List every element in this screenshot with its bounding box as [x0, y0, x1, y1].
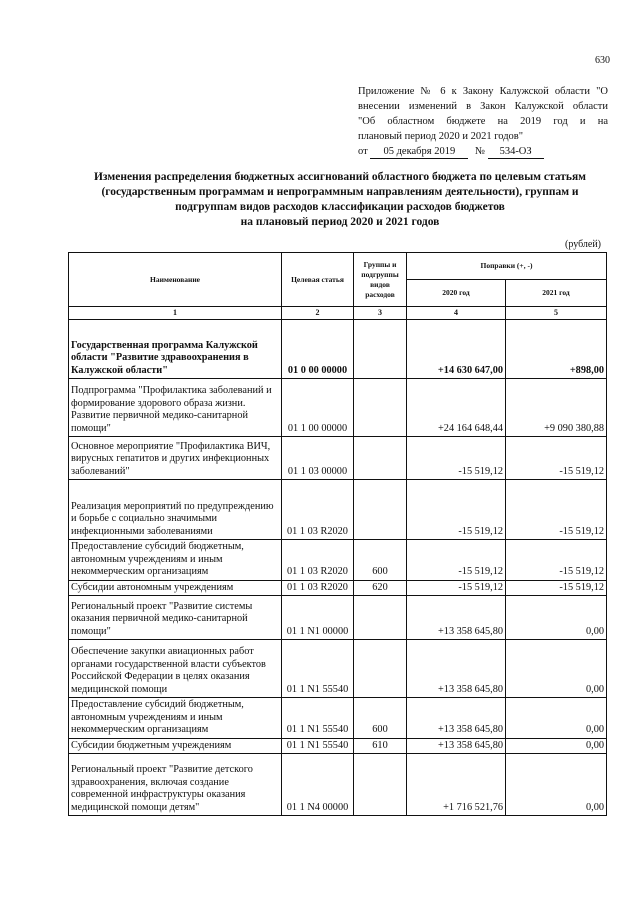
row-name: Реализация мероприятий по предупреждению и борьбе с социально значимыми инфекционными заболеваниями — [69, 480, 282, 540]
row-amount-2021: -15 519,12 — [506, 540, 607, 581]
table-row — [69, 754, 607, 816]
header-code: Целевая статья — [282, 253, 354, 307]
appendix-line: внесении изменений в Закон Калужской области — [358, 101, 608, 112]
column-number: 5 — [506, 307, 607, 320]
row-amount-2020: +13 358 645,80 — [407, 596, 506, 640]
row-amount-2020: -15 519,12 — [407, 480, 506, 540]
row-amount-2020: -15 519,12 — [407, 437, 506, 480]
table-body — [69, 320, 607, 816]
row-amount-2020: +24 164 648,44 — [407, 379, 506, 437]
row-name: Государственная программа Калужской области "Развитие здравоохранения в Калужской области" — [69, 320, 282, 379]
table-row — [69, 540, 607, 581]
column-number: 2 — [282, 307, 354, 320]
row-amount-2020: +13 358 645,80 — [407, 698, 506, 739]
table-row — [69, 698, 607, 739]
appendix-line: Приложение № 6 к Закону Калужской области "О — [358, 86, 608, 97]
column-number: 1 — [69, 307, 282, 320]
row-amount-2020: +14 630 647,00 — [407, 320, 506, 379]
title-line: Изменения распределения бюджетных ассигнований областного бюджета по целевым статьям — [93, 171, 587, 183]
row-amount-2020: -15 519,12 — [407, 580, 506, 596]
law-date: 05 декабря 2019 — [370, 145, 468, 159]
law-number: 534-ОЗ — [488, 145, 544, 159]
row-target-article: 01 1 03 00000 — [282, 437, 354, 480]
row-target-article: 01 1 03 R2020 — [282, 580, 354, 596]
header-name: Наименование — [69, 253, 282, 307]
row-amount-2020: +13 358 645,80 — [407, 640, 506, 698]
title-line: подгруппам видов расходов классификации расходов бюджетов — [175, 201, 505, 213]
column-number: 3 — [354, 307, 407, 320]
row-target-article: 01 0 00 00000 — [282, 320, 354, 379]
row-amount-2021: -15 519,12 — [506, 437, 607, 480]
row-expense-group: 600 — [354, 540, 407, 581]
appendix-line: плановый период 2020 и 2021 годов" — [358, 131, 524, 142]
row-expense-group: 610 — [354, 738, 407, 754]
row-amount-2020: +13 358 645,80 — [407, 738, 506, 754]
row-expense-group — [354, 379, 407, 437]
row-expense-group — [354, 320, 407, 379]
row-name: Субсидии бюджетным учреждениям — [69, 738, 282, 754]
appendix-line: "Об областном бюджете на 2019 год и на — [358, 116, 608, 127]
title-line: (государственным программам и непрограммным направлениям деятельности), группам и — [101, 186, 579, 198]
appendix-note — [358, 84, 608, 159]
header-amendments: Поправки (+, -) — [407, 253, 607, 280]
number-prefix: № — [474, 146, 485, 157]
units-label: (рублей) — [565, 239, 602, 250]
row-target-article: 01 1 03 R2020 — [282, 540, 354, 581]
row-name: Предоставление субсидий бюджетным, автономным учреждениям и иным некоммерческим организациям — [69, 540, 282, 581]
row-expense-group: 600 — [354, 698, 407, 739]
row-amount-2021: -15 519,12 — [506, 580, 607, 596]
row-expense-group — [354, 640, 407, 698]
row-name: Основное мероприятие "Профилактика ВИЧ, вирусных гепатитов и других инфекционных заболеваний" — [69, 437, 282, 480]
column-number: 4 — [407, 307, 506, 320]
row-amount-2020: +1 716 521,76 — [407, 754, 506, 816]
header-group: Группы и подгруппы видов расходов — [354, 253, 407, 307]
row-amount-2021: 0,00 — [506, 596, 607, 640]
row-target-article: 01 1 00 00000 — [282, 379, 354, 437]
table-row — [69, 480, 607, 540]
row-expense-group — [354, 437, 407, 480]
row-expense-group — [354, 596, 407, 640]
law-date-number — [358, 144, 608, 159]
row-target-article: 01 1 N1 55540 — [282, 640, 354, 698]
row-name: Региональный проект "Развитие системы оказания первичной медико-санитарной помощи" — [69, 596, 282, 640]
table-row — [69, 640, 607, 698]
row-expense-group — [354, 480, 407, 540]
row-name: Субсидии автономным учреждениям — [69, 580, 282, 596]
row-name: Региональный проект "Развитие детского здравоохранения, включая создание современной инфраструктуры оказания медицинской помощи детям" — [69, 754, 282, 816]
row-amount-2021: 0,00 — [506, 698, 607, 739]
table-row — [69, 320, 607, 379]
row-amount-2021: 0,00 — [506, 738, 607, 754]
table-row — [69, 437, 607, 480]
row-amount-2021: 0,00 — [506, 640, 607, 698]
document-title — [70, 170, 610, 230]
table-row — [69, 379, 607, 437]
header-2021: 2021 год — [506, 280, 607, 307]
row-target-article: 01 1 N1 55540 — [282, 698, 354, 739]
header-row — [69, 253, 607, 280]
row-expense-group — [354, 754, 407, 816]
row-target-article: 01 1 N4 00000 — [282, 754, 354, 816]
row-amount-2020: -15 519,12 — [407, 540, 506, 581]
date-prefix: от — [358, 146, 368, 157]
row-target-article: 01 1 03 R2020 — [282, 480, 354, 540]
row-target-article: 01 1 N1 00000 — [282, 596, 354, 640]
row-target-article: 01 1 N1 55540 — [282, 738, 354, 754]
row-amount-2021: +9 090 380,88 — [506, 379, 607, 437]
row-amount-2021: -15 519,12 — [506, 480, 607, 540]
table-row — [69, 738, 607, 754]
header-2020: 2020 год — [407, 280, 506, 307]
title-line: на плановый период 2020 и 2021 годов — [240, 216, 440, 228]
row-amount-2021: 0,00 — [506, 754, 607, 816]
row-amount-2021: +898,00 — [506, 320, 607, 379]
row-expense-group: 620 — [354, 580, 407, 596]
page-number: 630 — [595, 55, 610, 66]
table-row — [69, 580, 607, 596]
budget-table — [68, 252, 607, 816]
column-number-row — [69, 307, 607, 320]
table-row — [69, 596, 607, 640]
row-name: Предоставление субсидий бюджетным, автономным учреждениям и иным некоммерческим организациям — [69, 698, 282, 739]
row-name: Обеспечение закупки авиационных работ органами государственной власти субъектов Российской Федерации в целях оказания медицинской помощи — [69, 640, 282, 698]
row-name: Подпрограмма "Профилактика заболеваний и формирование здорового образа жизни. Развитие первичной медико-санитарной помощи" — [69, 379, 282, 437]
